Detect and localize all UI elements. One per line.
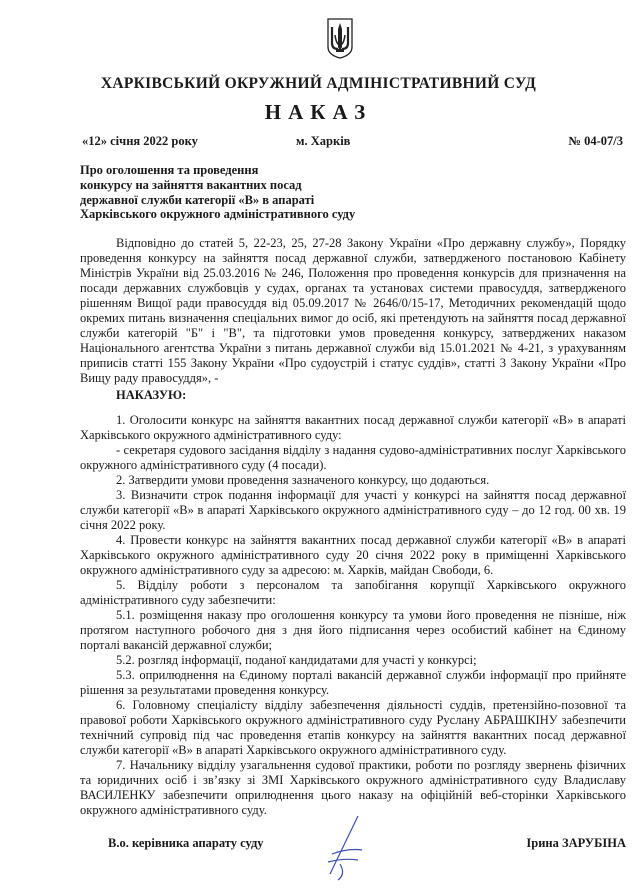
document-content (80, 163, 626, 871)
order-item: - секретаря судового засідання відділу з надання судово-адміністративних послуг Харківського окружного адміністративного суду (4 посади). (80, 443, 626, 473)
order-item: 2. Затвердити умови проведення зазначеного конкурсу, що додаються. (116, 473, 490, 488)
order-item: 5.2. розгляд інформації, поданої кандидатами для участі у конкурсі; (116, 653, 477, 668)
order-date: «12» січня 2022 року (82, 134, 198, 148)
subject-line: конкурсу на зайняття вакантних посад (80, 177, 302, 192)
subject-line: державної служби категорії «В» в апараті (80, 192, 315, 207)
subject-line: Про оголошення та проведення (80, 163, 259, 177)
order-item: 1. Оголосити конкурс на зайняття вакантних посад державної служби категорії «В» в апараті Харківського окружного адміністративного суду: (80, 413, 626, 443)
order-item: 6. Головному спеціалісту відділу забезпечення діяльності суддів, претензійно-позовної та правової роботи Харківського окружного адміністративного суду Руслану АБРАШКІНУ забезпечити технічний супровід під час проведення етапів конкурсу на зайняття вакантних посад державної служби категорії «В» в апараті Харківського окружного адміністративного суду. (80, 698, 626, 758)
order-subject (80, 163, 626, 222)
subject-line: Харківського окружного адміністративного суду (80, 207, 356, 222)
order-word: НАКАЗУЮ: (116, 388, 187, 403)
signer-position: В.о. керівника апарату суду (108, 836, 264, 851)
signature-block (80, 836, 626, 851)
preamble: Відповідно до статей 5, 22-23, 25, 27-28 Закону України «Про державну службу», Порядку проведення конкурсу на зайняття посад державної служби, затвердженого постановою Кабінету Міністрів України від 25.03.2016 № 246, Положення про проведення конкурсів для призначення на посади державних службовців у судах, органах та установах системи правосуддя, затвердженого рішенням Вищої ради правосуддя від 05.09.2017 № 2646/0/15-17, Методичних рекомендацій щодо окремих питань визначення спеціальних вимог до осіб, які претендують на зайняття посад державної служби категорій "Б" і "В", та підготовки умов проведення конкурсу, затверджених наказом Національного агентства України з питань державної служби від 15.01.2021 № 4-21, з урахуванням приписів статті 155 Закону України «Про судоустрій і статус суддів», статті 3 Закону України «Про Вищу раду правосуддя», - (80, 236, 626, 386)
order-item: 5.3. оприлюднення на Єдиному порталі вакансій державної служби інформації про прийняте рішення за результатами проведення конкурсу. (80, 668, 626, 698)
document-title: НАКАЗ (264, 100, 373, 124)
order-item: 7. Начальнику відділу узагальнення судової практики, роботи по розгляду звернень фізичних та юридичних осіб і зв’язку зі ЗМІ Харківського окружного адміністративного суду Владиславу ВАСИЛЕНКУ забезпечити оприлюднення цього наказу на офіційній веб-сторінки Харківського окружного адміністративного суду. (80, 758, 626, 818)
order-item: 5.1. розміщення наказу про оголошення конкурсу та умови його проведення не пізніше, ніж протягом наступного робочого дня з дня його підписання через особистий кабінет на Єдиному порталі вакансій державної служби; (80, 608, 626, 653)
order-item: 5. Відділу роботи з персоналом та запобігання корупції Харківського окружного адміністративного суду забезпечити: (80, 578, 626, 608)
handwritten-signature (318, 814, 368, 884)
order-body (80, 236, 626, 818)
order-item: 4. Провести конкурс на зайняття вакантних посад державної служби категорії «В» в апараті Харківського окружного адміністративного суду 20 січня 2022 року в приміщенні Харківського окружного адміністративного суду за адресою: м. Харків, майдан Свободи, 6. (80, 533, 626, 578)
court-name: ХАРКІВСЬКИЙ ОКРУЖНИЙ АДМІНІСТРАТИВНИЙ СУД (100, 75, 537, 92)
coat-of-arms-icon (326, 17, 354, 59)
order-city: м. Харків (296, 134, 351, 148)
order-number: № 04-07/3 (568, 134, 623, 148)
signer-name: Ірина ЗАРУБІНА (526, 836, 626, 851)
order-item: 3. Визначити строк подання інформації для участі у конкурсі на зайняття посад державної служби категорії «В» в апараті Харківського окружного адміністративного суду – до 12 год. 00 хв. 19 січня 2022 року. (80, 488, 626, 533)
